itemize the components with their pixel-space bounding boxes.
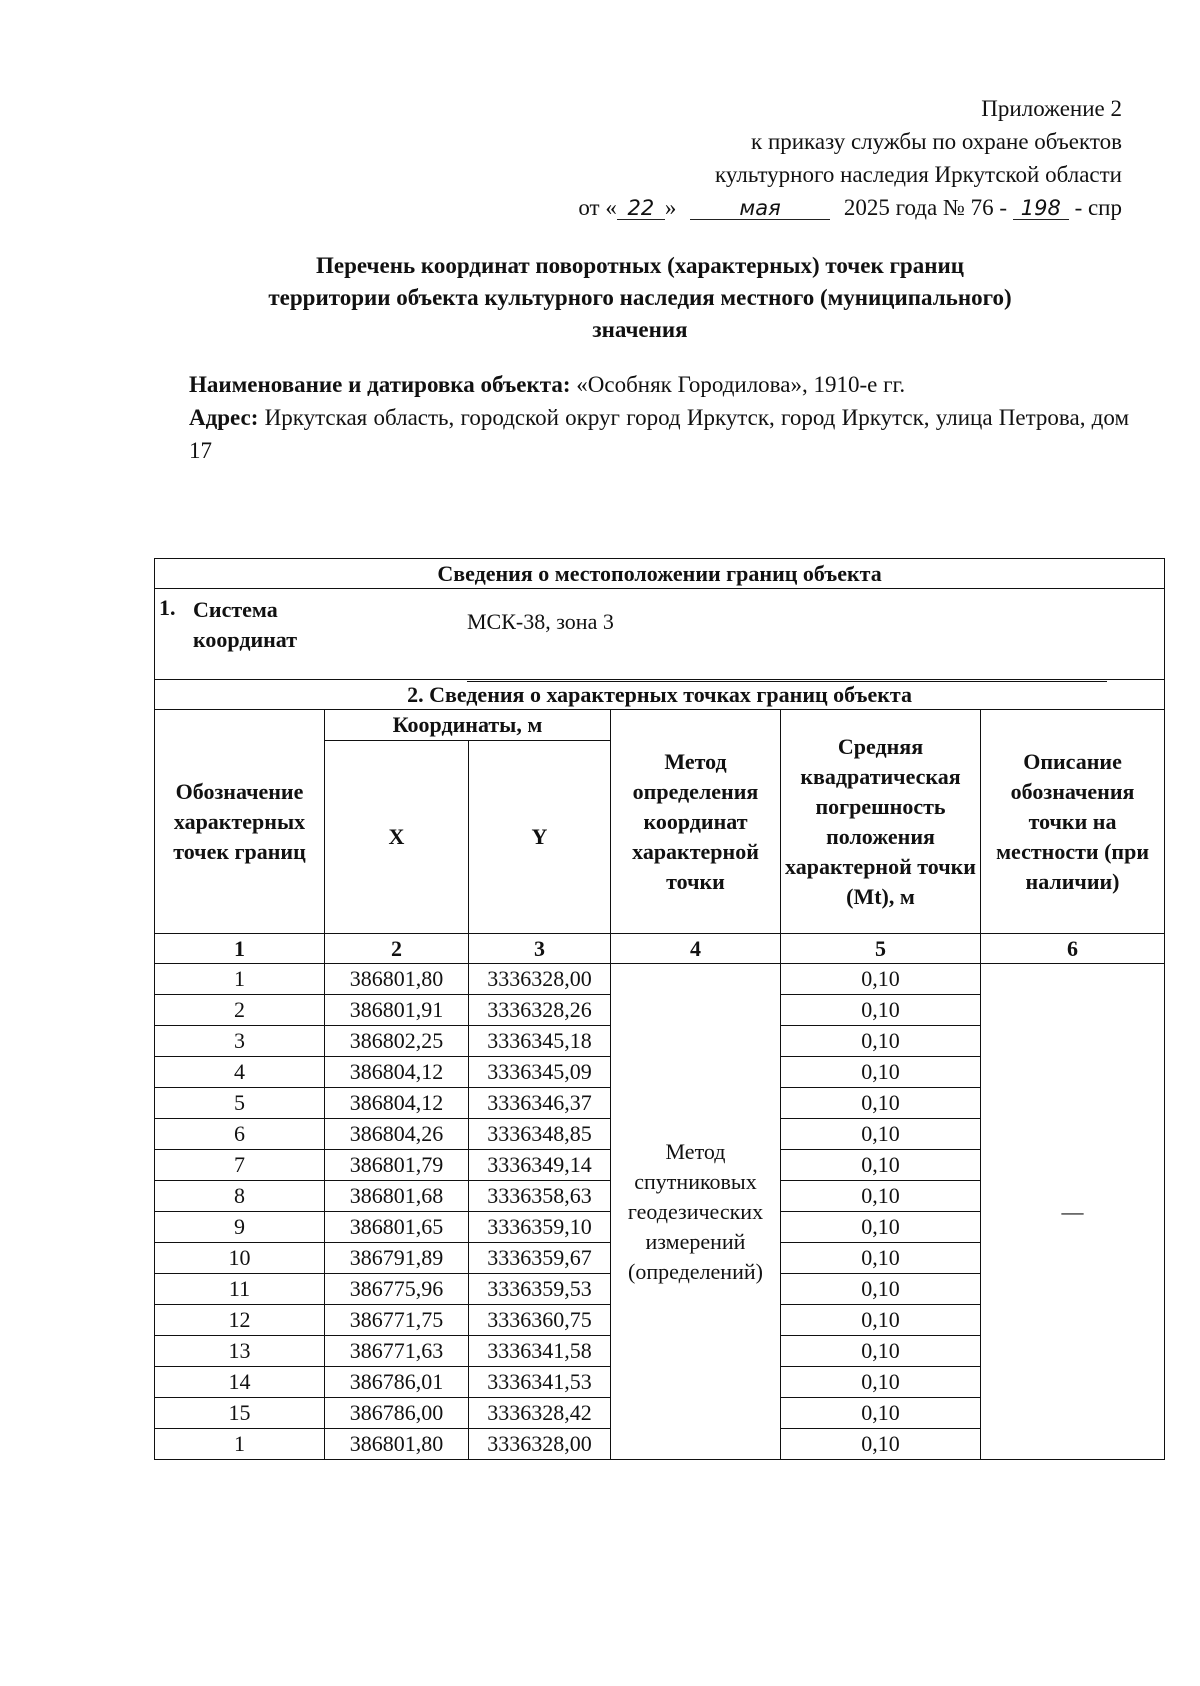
point-cell: 4 xyxy=(155,1057,325,1088)
handwritten-day: 22 xyxy=(617,197,665,220)
x-cell: 386786,00 xyxy=(325,1398,469,1429)
point-cell: 10 xyxy=(155,1243,325,1274)
method-cell: Метод спутниковых геодезических измерений (определений) xyxy=(611,964,781,1460)
col-header-y: Y xyxy=(469,741,611,934)
point-cell: 8 xyxy=(155,1181,325,1212)
col-header-desc: Описание обозначения точки на местности (при наличии) xyxy=(981,710,1165,934)
section1-title: Сведения о местоположении границ объекта xyxy=(155,559,1165,589)
order-reference: к приказу службы по охране объектов xyxy=(751,129,1122,154)
error-cell: 0,10 xyxy=(781,1367,981,1398)
x-cell: 386804,26 xyxy=(325,1119,469,1150)
system-value: МСК-38, зона 3 xyxy=(467,609,614,634)
system-underline xyxy=(467,681,1107,682)
handwritten-number: 198 xyxy=(1013,197,1069,220)
x-cell: 386801,80 xyxy=(325,964,469,995)
y-cell: 3336358,63 xyxy=(469,1181,611,1212)
description-cell: — xyxy=(981,964,1165,1460)
col-number: 2 xyxy=(325,934,469,964)
y-cell: 3336359,53 xyxy=(469,1274,611,1305)
col-number: 1 xyxy=(155,934,325,964)
col-header-method: Метод определения координат характерной точки xyxy=(611,710,781,934)
y-cell: 3336328,26 xyxy=(469,995,611,1026)
y-cell: 3336359,67 xyxy=(469,1243,611,1274)
error-cell: 0,10 xyxy=(781,1336,981,1367)
error-cell: 0,10 xyxy=(781,1212,981,1243)
y-cell: 3336345,09 xyxy=(469,1057,611,1088)
point-cell: 15 xyxy=(155,1398,325,1429)
point-cell: 13 xyxy=(155,1336,325,1367)
error-cell: 0,10 xyxy=(781,1057,981,1088)
object-info xyxy=(189,368,1129,467)
y-cell: 3336360,75 xyxy=(469,1305,611,1336)
col-header-point: Обозначение характерных точек границ xyxy=(155,710,325,934)
error-cell: 0,10 xyxy=(781,1119,981,1150)
x-cell: 386801,65 xyxy=(325,1212,469,1243)
y-cell: 3336359,10 xyxy=(469,1212,611,1243)
y-cell: 3336349,14 xyxy=(469,1150,611,1181)
object-name: Наименование и датировка объекта: «Особняк Городилова», 1910-е гг. xyxy=(189,372,906,397)
appendix-number: Приложение 2 xyxy=(981,96,1122,121)
col-header-error: Средняя квадратическая погрешность положения характерной точки (Mt), м xyxy=(781,710,981,934)
x-cell: 386802,25 xyxy=(325,1026,469,1057)
y-cell: 3336346,37 xyxy=(469,1088,611,1119)
point-cell: 11 xyxy=(155,1274,325,1305)
error-cell: 0,10 xyxy=(781,1429,981,1460)
handwritten-month: мая xyxy=(690,197,830,220)
y-cell: 3336328,00 xyxy=(469,964,611,995)
error-cell: 0,10 xyxy=(781,1026,981,1057)
order-authority: культурного наследия Иркутской области xyxy=(715,162,1122,187)
point-cell: 6 xyxy=(155,1119,325,1150)
col-number: 6 xyxy=(981,934,1165,964)
y-cell: 3336341,58 xyxy=(469,1336,611,1367)
error-cell: 0,10 xyxy=(781,1243,981,1274)
object-address: Адрес: Иркутская область, городской округ город Иркутск, город Иркутск, улица Петрова, дом 17 xyxy=(189,405,1129,463)
point-cell: 1 xyxy=(155,1429,325,1460)
x-cell: 386801,80 xyxy=(325,1429,469,1460)
col-number: 4 xyxy=(611,934,781,964)
col-number: 5 xyxy=(781,934,981,964)
x-cell: 386775,96 xyxy=(325,1274,469,1305)
error-cell: 0,10 xyxy=(781,1274,981,1305)
section2-title: 2. Сведения о характерных точках границ объекта xyxy=(155,680,1165,710)
point-cell: 12 xyxy=(155,1305,325,1336)
error-cell: 0,10 xyxy=(781,1398,981,1429)
x-cell: 386791,89 xyxy=(325,1243,469,1274)
error-cell: 0,10 xyxy=(781,1150,981,1181)
point-cell: 9 xyxy=(155,1212,325,1243)
x-cell: 386804,12 xyxy=(325,1057,469,1088)
error-cell: 0,10 xyxy=(781,995,981,1026)
order-date-line: от « 22 » мая 2025 года № 76 - 198 - спр xyxy=(578,195,1122,220)
x-cell: 386804,12 xyxy=(325,1088,469,1119)
error-cell: 0,10 xyxy=(781,1088,981,1119)
coordinates-table xyxy=(154,558,1165,1460)
point-cell: 14 xyxy=(155,1367,325,1398)
col-header-coords: Координаты, м xyxy=(325,710,611,741)
x-cell: 386786,01 xyxy=(325,1367,469,1398)
x-cell: 386771,75 xyxy=(325,1305,469,1336)
error-cell: 0,10 xyxy=(781,1305,981,1336)
x-cell: 386771,63 xyxy=(325,1336,469,1367)
system-label: Система координат xyxy=(193,597,298,652)
column-number-row xyxy=(155,934,1165,964)
x-cell: 386801,68 xyxy=(325,1181,469,1212)
y-cell: 3336348,85 xyxy=(469,1119,611,1150)
error-cell: 0,10 xyxy=(781,964,981,995)
y-cell: 3336345,18 xyxy=(469,1026,611,1057)
x-cell: 386801,79 xyxy=(325,1150,469,1181)
y-cell: 3336328,42 xyxy=(469,1398,611,1429)
point-cell: 2 xyxy=(155,995,325,1026)
y-cell: 3336341,53 xyxy=(469,1367,611,1398)
point-cell: 3 xyxy=(155,1026,325,1057)
system-number: 1. xyxy=(159,595,176,620)
coordinate-system-row xyxy=(155,589,1165,680)
table-row xyxy=(155,964,1165,995)
col-number: 3 xyxy=(469,934,611,964)
col-header-x: X xyxy=(325,741,469,934)
error-cell: 0,10 xyxy=(781,1181,981,1212)
document-header xyxy=(578,92,1122,224)
y-cell: 3336328,00 xyxy=(469,1429,611,1460)
document-title: Перечень координат поворотных (характерных) точек границ территории объекта культурного наследия местного (муниципального) значения xyxy=(268,253,1012,342)
point-cell: 7 xyxy=(155,1150,325,1181)
x-cell: 386801,91 xyxy=(325,995,469,1026)
point-cell: 1 xyxy=(155,964,325,995)
point-cell: 5 xyxy=(155,1088,325,1119)
